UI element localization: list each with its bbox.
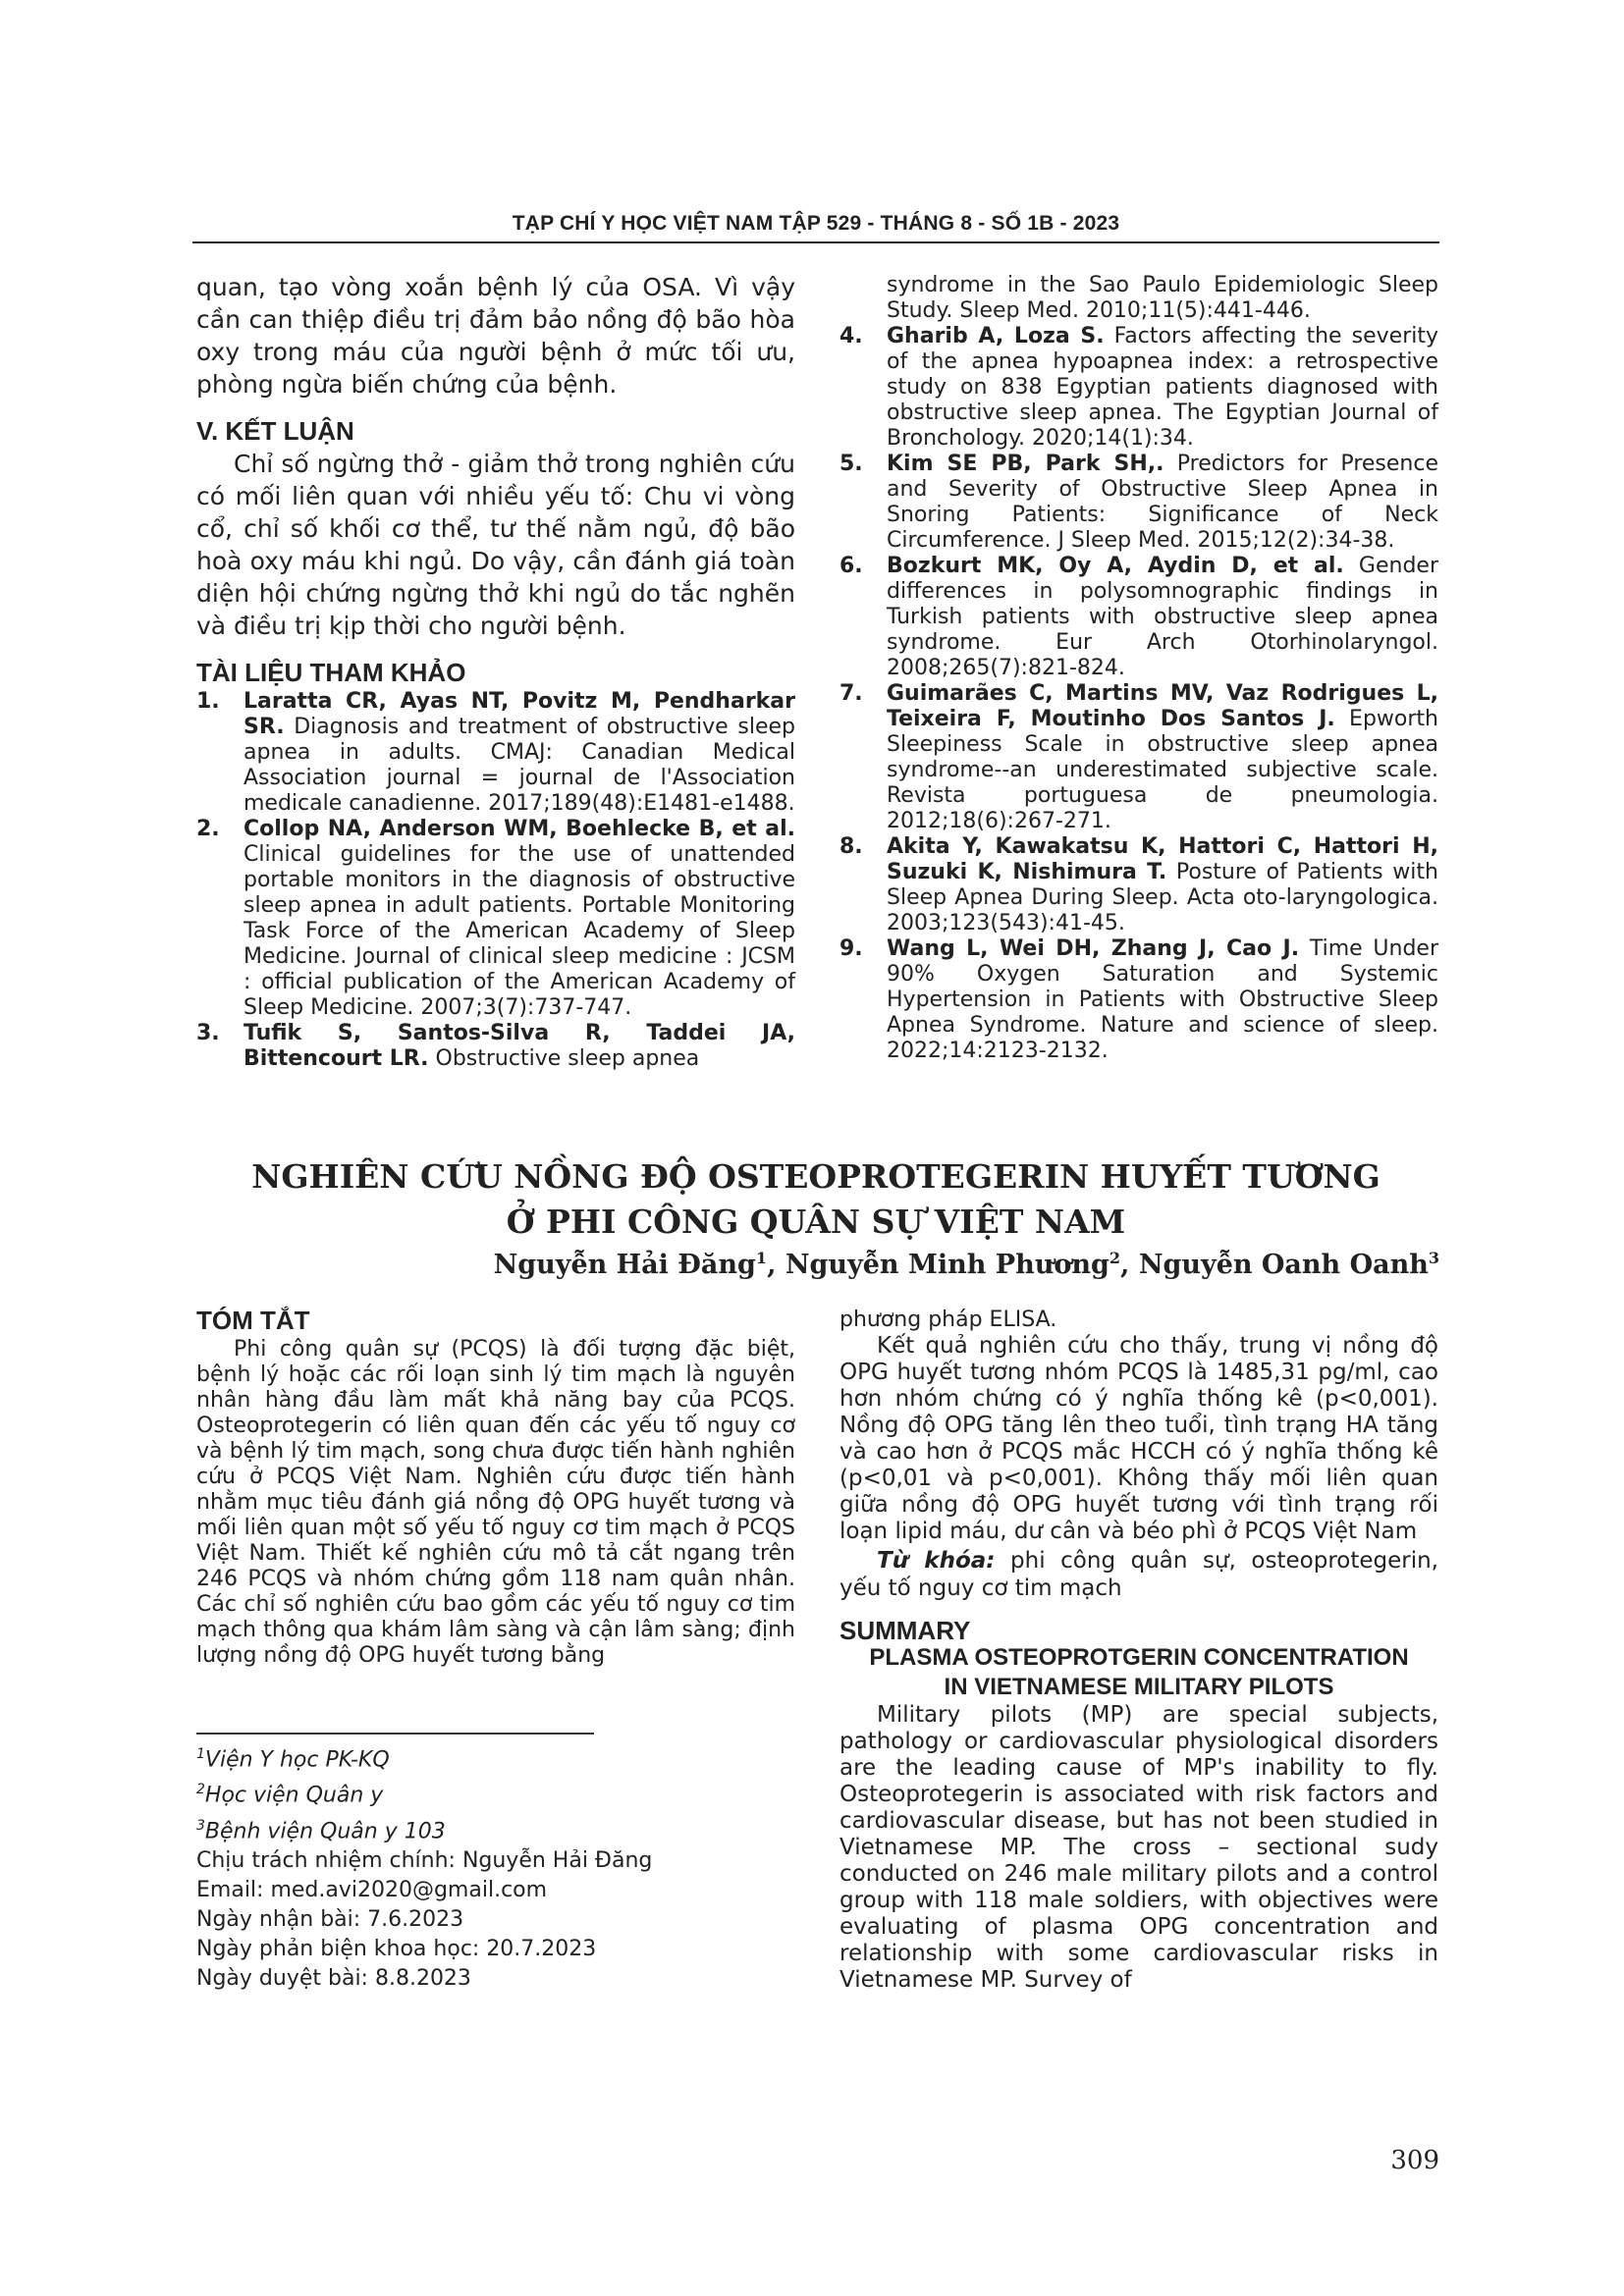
summary-title-line1: PLASMA OSTEOPROTGERIN CONCENTRATION [869, 1644, 1409, 1671]
left-column-top [196, 271, 795, 1072]
reference-item [839, 554, 1438, 681]
reference-authors: Gharib A, Loza S. [887, 324, 1105, 348]
affiliation-mark: 3 [196, 1817, 205, 1834]
reference-text-continued: syndrome in the Sao Paulo Epidemiologic Sleep Study. Sleep Med. 2010;11(5):441-446. [887, 273, 1438, 323]
summary-paragraph: Military pilots (MP) are special subjects, pathology or cardiovascular physiological disorders are the leading cause of MP's inability to fly. Osteoprotegerin is associated with risk factors and cardiovascular disease, but has not been studied in Vietnamese MP. The cross – sectional sudy conducted on 246 male military pilots and a control group with 118 male soldiers, with objectives were evaluating of plasma OPG concentration and relationship with some cardiovascular risks in Vietnamese MP. Survey of [839, 1702, 1438, 1993]
reference-text: Gender differences in polysomnographic findings in Turkish patients with obstructive sleep apnea syndrome. Eur Arch Otorhinolaryngol. 2008;265(7):821-824. [887, 554, 1438, 680]
reference-item [839, 452, 1438, 554]
author-list [494, 1249, 1439, 1280]
journal-header: TẠP CHÍ Y HỌC VIỆT NAM TẬP 529 - THÁNG 8 - SỐ 1B - 2023 [512, 212, 1120, 235]
reference-authors: Guimarães C, Martins MV, Vaz Rodrigues L, Teixeira F, Moutinho Dos Santos J. [887, 681, 1438, 731]
keywords-paragraph [839, 1547, 1438, 1602]
affiliation-2 [196, 1775, 652, 1810]
responsible-author: Chịu trách nhiệm chính: Nguyễn Hải Đăng [196, 1847, 653, 1873]
author-name: Nguyễn Oanh Oanh [1138, 1250, 1429, 1280]
author-name: Nguyễn Hải Đăng [493, 1250, 756, 1280]
review-date: Ngày phản biện khoa học: 20.7.2023 [196, 1936, 597, 1961]
abstract-paragraph: Phi công quân sự (PCQS) là đối tượng đặc biệt, bệnh lý hoặc các rối loạn sinh lý tim mạch là nguyên nhân hàng đầu làm mất khả năng bay của PCQS. Osteoprotegerin có liên quan đến các yếu tố nguy cơ và bệnh lý tim mạch, song chưa được tiến hành nghiên cứu ở PCQS Việt Nam. Nghiên cứu được tiến hành nhằm mục tiêu đánh giá nồng độ OPG huyết tương và mối liên quan một số yếu tố nguy cơ tim mạch ở PCQS Việt Nam. Thiết kế nghiên cứu mô tả cắt ngang trên 246 PCQS và nhóm chứng gồm 118 nam quân nhân. Các chỉ số nghiên cứu bao gồm các yếu tố nguy cơ tim mạch thông qua khám lâm sàng và cận lâm sàng; định lượng nồng độ OPG huyết tương bằng [196, 1337, 795, 1668]
abstract-left-column [196, 1308, 795, 1669]
reference-authors: Akita Y, Kawakatsu K, Hattori C, Hattori H, Suzuki K, Nishimura T. [887, 834, 1438, 884]
reference-authors: Kim SE PB, Park SH,. [887, 452, 1164, 476]
reference-text: Predictors for Presence and Severity of Obstructive Sleep Apnea in Snoring Patients: Significance of Neck Circumference. J Sleep Med. 2015;12(2):34-38. [887, 452, 1438, 553]
affiliation-mark: 2 [196, 1782, 205, 1798]
reference-text: Epworth Sleepiness Scale in obstructive sleep apnea syndrome--an underestimated subjective scale. Revista portuguesa de pneumologia. 2012;18(6):267-271. [887, 707, 1438, 833]
page-number: 309 [1390, 2146, 1439, 2175]
received-date: Ngày nhận bài: 7.6.2023 [196, 1906, 464, 1932]
reference-authors: Laratta CR, Ayas NT, Povitz M, Pendharkar SR. [244, 689, 795, 739]
summary-title-line2: IN VIETNAMESE MILITARY PILOTS [944, 1674, 1334, 1700]
reference-text: Clinical guidelines for the use of unattended portable monitors in the diagnosis of obstructive sleep apnea in adult patients. Portable Monitoring Task Force of the American Academy of Sleep Medicine. Journal of clinical sleep medicine : JCSM : official publication of the American Academy of Sleep Medicine. 2007;3(7):737-747. [244, 842, 795, 1020]
reference-text: Time Under 90% Oxygen Saturation and Systemic Hypertension in Patients with Obstructive Sleep Apnea Syndrome. Nature and science of sleep. 2022;14:2123-2132. [887, 936, 1439, 1063]
author-name: Nguyễn Minh Phương [785, 1250, 1110, 1280]
keywords-text: phi công quân sự, osteoprotegerin, yếu tố nguy cơ tim mạch [839, 1548, 1438, 1601]
reference-item [839, 681, 1438, 834]
author-separator: , [1120, 1250, 1139, 1280]
reference-number: 7. [839, 681, 863, 706]
conclusion-heading: V. KẾT LUẬN [196, 416, 354, 446]
reference-number: 3. [196, 1021, 220, 1045]
references-heading: TÀI LIỆU THAM KHẢO [196, 658, 466, 687]
affiliation-mark: 1 [196, 1746, 205, 1762]
accepted-date: Ngày duyệt bài: 8.8.2023 [196, 1965, 471, 1991]
abstract-continued: phương pháp ELISA. [839, 1308, 1057, 1332]
reference-item [839, 324, 1438, 452]
reference-number: 9. [839, 936, 863, 961]
reference-number: 2. [196, 817, 220, 841]
author-affiliation-mark: 2 [1109, 1249, 1120, 1267]
reference-item [196, 1021, 795, 1072]
affiliation-name: Bệnh viện Quân y 103 [204, 1818, 446, 1843]
reference-number: 6. [839, 554, 863, 578]
reference-item [196, 817, 795, 1021]
affiliation-name: Học viện Quân y [204, 1783, 384, 1808]
article-title-line1: NGHIÊN CỨU NỒNG ĐỘ OSTEOPROTEGERIN HUYẾT TƯƠNG [251, 1157, 1380, 1196]
reference-item [839, 834, 1438, 936]
reference-item [196, 689, 795, 817]
footnote-rule [196, 1733, 594, 1735]
affiliation-3 [196, 1811, 652, 1846]
affiliation-name: Viện Y học PK-KQ [204, 1747, 390, 1773]
reference-item [839, 936, 1438, 1064]
abstract-right-column [839, 1308, 1438, 1994]
article-title-line2: Ở PHI CÔNG QUÂN SỰ VIỆT NAM [506, 1202, 1126, 1241]
reference-authors: Collop NA, Anderson WM, Boehlecke B, et al. [244, 817, 795, 841]
footnotes [196, 1739, 652, 1994]
reference-number: 1. [196, 689, 220, 714]
reference-number: 5. [839, 452, 863, 476]
reference-item-continued [839, 273, 1438, 324]
affiliation-1 [196, 1739, 652, 1775]
abstract-results: Kết quả nghiên cứu cho thấy, trung vị nồng độ OPG huyết tương nhóm PCQS là 1485,31 pg/ml, cao hơn nhóm chứng có ý nghĩa thống kê (p<0,001). Nồng độ OPG tăng lên theo tuổi, tình trạng HA tăng và cao hơn ở PCQS mắc HCCH có ý nghĩa thống kê (p<0,01 và p<0,001). Không thấy mối liên quan giữa nồng độ OPG huyết tương với tình trạng rối loạn lipid máu, dư cân và béo phì ở PCQS Việt Nam [839, 1333, 1438, 1544]
reference-number: 8. [839, 834, 863, 859]
contact-email: Email: med.avi2020@gmail.com [196, 1877, 548, 1902]
summary-heading: SUMMARY [839, 1616, 971, 1645]
keywords-label: Từ khóa: [877, 1548, 996, 1574]
header-rule [192, 241, 1439, 243]
article-title [192, 1154, 1439, 1245]
author-separator: , [767, 1250, 785, 1280]
reference-authors: Wang L, Wei DH, Zhang J, Cao J. [887, 936, 1300, 961]
right-column-top [839, 273, 1438, 1064]
author-affiliation-mark: 3 [1428, 1249, 1439, 1267]
reference-text: Posture of Patients with Sleep Apnea During Sleep. Acta oto-laryngologica. 2003;123(543):41-45. [887, 860, 1438, 935]
reference-authors: Bozkurt MK, Oy A, Aydin D, et al. [887, 554, 1344, 578]
intro-paragraph: quan, tạo vòng xoắn bệnh lý của OSA. Vì vậy cần can thiệp điều trị đảm bảo nồng độ bão hòa oxy trong máu của người bệnh ở mức tối ưu, phòng ngừa biến chứng của bệnh. [196, 273, 795, 399]
author-affiliation-mark: 1 [755, 1249, 768, 1267]
reference-text: Factors affecting the severity of the apnea hypoapnea index: a retrospective study on 838 Egyptian patients diagnosed with obstructive sleep apnea. The Egyptian Journal of Bronchology. 2020;14(1):34. [887, 324, 1438, 451]
reference-number: 4. [839, 324, 863, 348]
abstract-heading: TÓM TẮT [196, 1306, 310, 1335]
reference-authors: Tufik S, Santos-Silva R, Taddei JA, Bittencourt LR. [244, 1021, 795, 1071]
conclusion-paragraph: Chỉ số ngừng thở - giảm thở trong nghiên cứu có mối liên quan với nhiều yếu tố: Chu vi vòng cổ, chỉ số khối cơ thể, tư thế nằm ngủ, độ bão hoà oxy máu khi ngủ. Do vậy, cần đánh giá toàn diện hội chứng ngừng thở khi ngủ do tắc nghẽn và điều trị kịp thời cho người bệnh. [196, 450, 795, 640]
reference-text-start: Obstructive sleep apnea [435, 1046, 700, 1071]
reference-text: Diagnosis and treatment of obstructive sleep apnea in adults. CMAJ: Canadian Medical Association journal = journal de l'Association medicale canadienne. 2017;189(48):E1481-e1488. [244, 715, 795, 816]
